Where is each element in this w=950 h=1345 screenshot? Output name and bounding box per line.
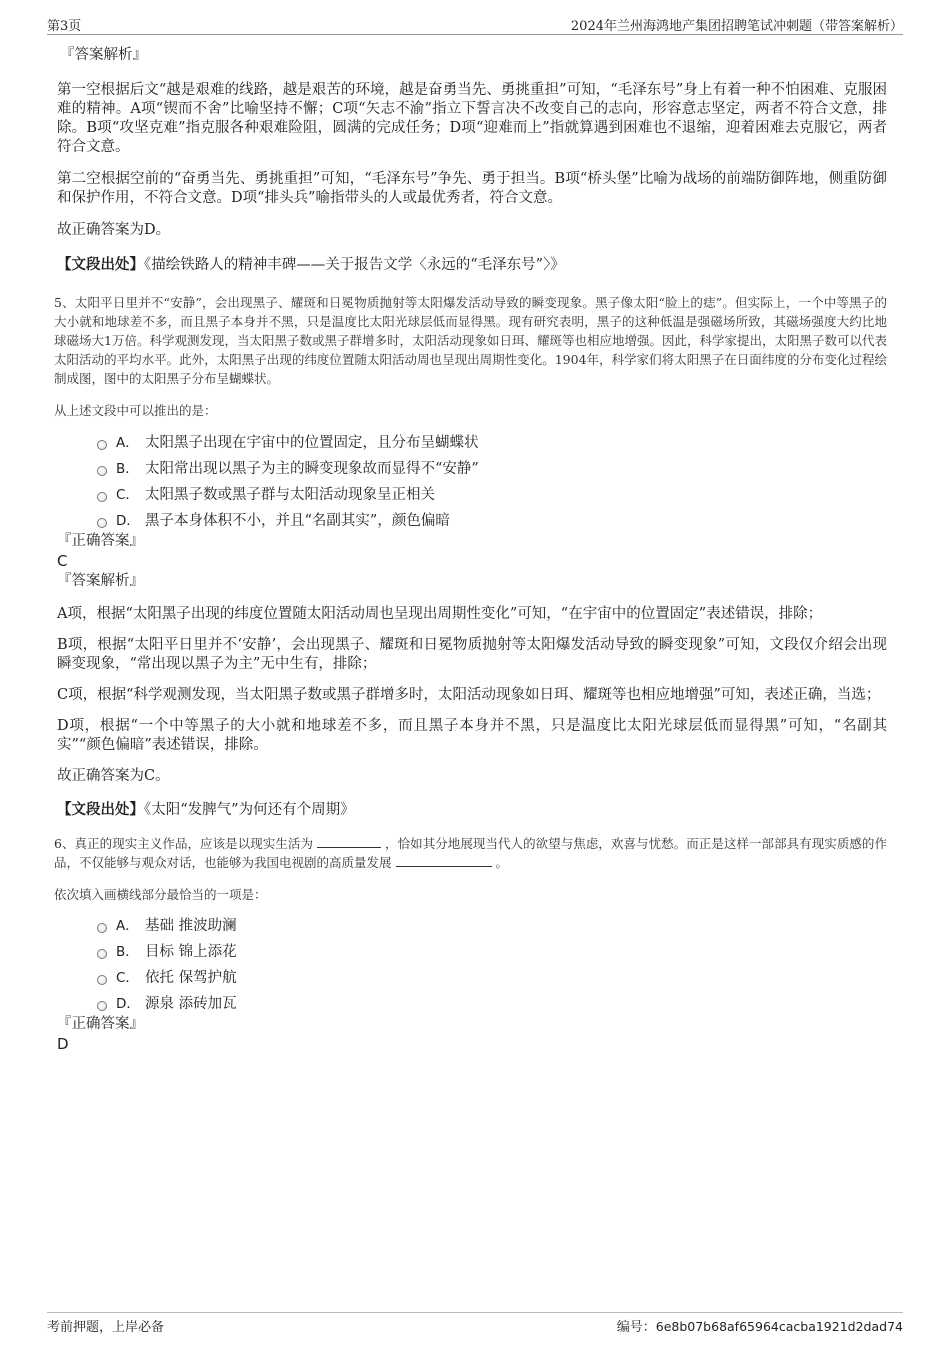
radio-icon[interactable] bbox=[97, 440, 107, 450]
analysis-paragraph: C项，根据“科学观测发现，当太阳黑子数或黑子群增多时，太阳活动现象如日珥、耀斑等也相应地增强”可知，表述正确，当选； bbox=[57, 687, 881, 703]
page-footer bbox=[47, 1312, 903, 1333]
analysis-paragraph: A项，根据“太阳黑子出现的纬度位置随太阳活动周也呈现出周期性变化”可知，“在宇宙中的位置固定”表述错误，排除； bbox=[57, 606, 823, 622]
analysis-paragraph: 第二空根据空前的“奋勇当先、勇挑重担”可知，“毛泽东号”争先、勇于担当。B项“桥头堡”比喻为战场的前端防御阵地，侧重防御和保护作用，不符合文意。D项“排头兵”喻指带头的人或最优秀者，符合文意。 bbox=[57, 171, 887, 206]
page-header bbox=[47, 14, 903, 35]
question-prompt: 从上述文段中可以推出的是： bbox=[54, 403, 217, 418]
radio-icon[interactable] bbox=[97, 949, 107, 959]
option-d[interactable]: D． 黑子本身体积不小，并且“名副其实”，颜色偏暗 bbox=[97, 511, 887, 537]
option-a[interactable]: A． 基础 推波助澜 bbox=[97, 916, 887, 942]
radio-icon[interactable] bbox=[97, 975, 107, 985]
radio-icon[interactable] bbox=[97, 1001, 107, 1011]
option-b[interactable]: B． 太阳常出现以黑子为主的瞬变现象故而显得不“安静” bbox=[97, 459, 887, 485]
analysis-label: 『答案解析』 bbox=[60, 47, 147, 63]
question-stem: 6、真正的现实主义作品，应该是以现实生活为 ，恰如其分地展现当代人的欲望与焦虑，欢喜与忧愁。而正是这样一部部具有现实质感的作品，不仅能够与观众对话，也能够为我国电视剧的高质量发展 。 bbox=[54, 836, 887, 870]
question-prompt: 依次填入画横线部分最恰当的一项是： bbox=[54, 887, 267, 902]
option-list bbox=[97, 433, 887, 537]
source-prefix: 【文段出处】 bbox=[57, 801, 144, 818]
page-content bbox=[54, 45, 887, 1054]
radio-icon[interactable] bbox=[97, 518, 107, 528]
question-stem: 5、太阳平日里并不“安静”，会出现黑子、耀斑和日冕物质抛射等太阳爆发活动导致的瞬变现象。黑子像太阳“脸上的痣”。但实际上，一个中等黑子的大小就和地球差不多，而且黑子本身并不黑，只是温度比太阳光球层低而显得黑。现有研究表明，黑子的这种低温是强磁场所致，其磁场强度大约比地球磁场大1万倍。科学观测发现，当太阳黑子数或黑子群增多时，太阳活动现象如日珥、耀斑等也相应地增强。因此，科学家提出，太阳黑子数可以代表太阳活动的平均水平。此外，太阳黑子出现的纬度位置随太阳活动周也呈现出周期性变化。1904年，科学家们将太阳黑子在日面纬度的分布变化过程绘制成图，图中的太阳黑子分布呈蝴蝶状。 bbox=[54, 295, 887, 386]
fill-blank-1 bbox=[317, 835, 381, 848]
analysis-paragraph: 第一空根据后文“越是艰难的线路，越是艰苦的环境，越是奋勇当先、勇挑重担”可知，“毛泽东号”身上有着一种不怕困难、克服困难的精神。A项“锲而不舍”比喻坚持不懈；C项“矢志不渝”指立下誓言决不改变自己的志向，形容意志坚定，两者不符合文意，排除。B项“攻坚克难”指克服各种艰难险阻，圆满的完成任务；D项“迎难而上”指就算遇到困难也不退缩，迎着困难去克服它，两者符合文意。 bbox=[57, 82, 887, 155]
analysis-paragraph: B项，根据“太阳平日里并不‘安静’，会出现黑子、耀斑和日冕物质抛射等太阳爆发活动导致的瞬变现象”可知，文段仅介绍会出现瞬变现象，“常出现以黑子为主”无中生有，排除； bbox=[57, 637, 887, 672]
option-c[interactable]: C． 太阳黑子数或黑子群与太阳活动现象呈正相关 bbox=[97, 485, 887, 511]
correct-answer-label: 『正确答案』 bbox=[57, 533, 144, 549]
document-title: 2024年兰州海鸿地产集团招聘笔试冲刺题（带答案解析） bbox=[570, 19, 903, 34]
source-title: 《太阳“发脾气”为何还有个周期》 bbox=[144, 802, 355, 818]
radio-icon[interactable] bbox=[97, 923, 107, 933]
analysis-conclusion: 故正确答案为C。 bbox=[57, 768, 170, 784]
option-a[interactable]: A． 太阳黑子出现在宇宙中的位置固定，且分布呈蝴蝶状 bbox=[97, 433, 887, 459]
page-number: 第3页 bbox=[47, 19, 82, 34]
correct-answer-label: 『正确答案』 bbox=[57, 1016, 144, 1032]
source-prefix: 【文段出处】 bbox=[57, 256, 144, 273]
analysis-label: 『答案解析』 bbox=[57, 573, 144, 589]
option-list bbox=[97, 916, 887, 1020]
radio-icon[interactable] bbox=[97, 492, 107, 502]
fill-blank-2 bbox=[396, 854, 492, 867]
analysis-paragraph: D项，根据“一个中等黑子的大小就和地球差不多，而且黑子本身并不黑，只是温度比太阳光球层低而显得黑”可知，“名副其实”“颜色偏暗”表述错误，排除。 bbox=[57, 718, 887, 753]
source-title: 《描绘铁路人的精神丰碑——关于报告文学〈永远的“毛泽东号”〉》 bbox=[144, 257, 565, 273]
radio-icon[interactable] bbox=[97, 466, 107, 476]
correct-answer: C bbox=[57, 552, 68, 570]
option-c[interactable]: C． 依托 保驾护航 bbox=[97, 968, 887, 994]
source-line bbox=[57, 800, 887, 820]
footer-slogan: 考前押题，上岸必备 bbox=[47, 1320, 165, 1335]
correct-answer: D bbox=[57, 1035, 69, 1053]
footer-code: 编号：6e8b07b68af65964cacba1921d2dad74 bbox=[616, 1319, 903, 1335]
option-d[interactable]: D． 源泉 添砖加瓦 bbox=[97, 994, 887, 1020]
option-b[interactable]: B． 目标 锦上添花 bbox=[97, 942, 887, 968]
source-line bbox=[57, 255, 887, 275]
analysis-conclusion: 故正确答案为D。 bbox=[57, 222, 171, 238]
